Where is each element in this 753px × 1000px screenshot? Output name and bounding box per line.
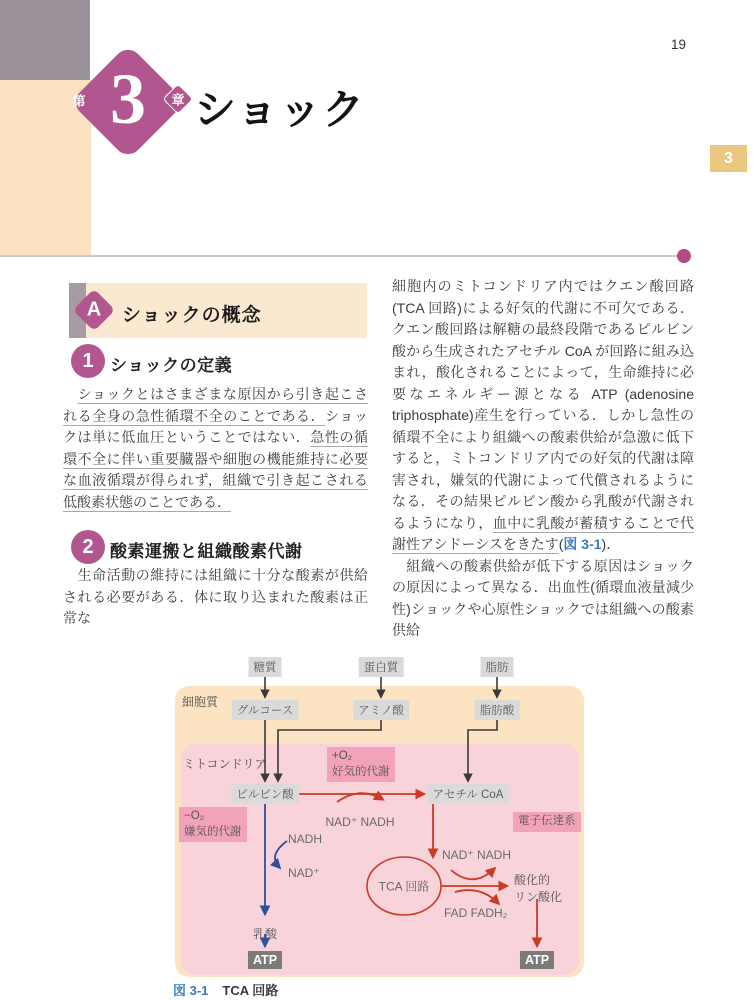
page-number: 19 [671,37,687,52]
fad-fadh2-label: FAD FADH₂ [444,906,508,920]
node-amino-acid: アミノ酸 [353,700,409,720]
subsection-1-body: ショックとはさまざまな原因から引き起こされる全身の急性循環不全のことである．ショックは単に低血圧ということではない．急性の循環不全に伴い重要臓器や細胞の機能維持に必要な血液循環が得られず，組織で引き起こされる低酸素状態のことである． [63,386,369,510]
anaerobic-metabolism-box [179,807,247,842]
arc-nadh-nad [275,841,287,867]
figure-3-1 [168,645,588,998]
mitochondria-label: ミトコンドリア [183,757,267,771]
node-fat: 脂肪 [481,657,514,677]
arrow-fatty-acetylcoa [468,720,497,780]
cytoplasm-label: 細胞質 [182,695,219,709]
node-pyruvate: ピルビン酸 [231,784,299,804]
nad-nadh-glycolysis-label: NAD⁺ NADH [325,815,395,829]
node-atp-left: ATP [248,951,282,969]
chapter-side-tab: 3 [710,145,747,172]
node-glucose: グルコース [232,700,299,720]
subsection-1-title: ショックの定義 [110,356,233,375]
chapter-number: 3 [110,59,146,139]
right-column-body: 細胞内のミトコンドリア内ではクエン酸回路(TCA 回路)による好気的代謝に不可欠である．クエン酸回路は解糖の最終段階であるピルビン酸から生成されたアセチル CoA が回路に組み込まれ，酸化されることによって，生命維持に必要なエネルギー源となる ATP (adenosine triphosphate)産生を行っている．しかし急性の循環不全により組織への酸素供給が急激に低下すると，ミトコンドリア内での好気的代謝は障害され，嫌気的代謝によって代償されるようになる．その結果ピルビン酸から乳酸が代謝されるようになり，血中に乳酸が蓄積することで代謝性アシドーシスをきたす(図 3-1)． 組織への酸素供給が低下する原因はショックの原因によって異なる．出血性(循環血液量減少性)ショックや心原性ショックでは組織への酸素供給 [392,278,695,638]
chapter-prefix: 第 [72,93,86,109]
chapter-title: ショック [194,88,366,134]
figure-caption-title: TCA 回路 [222,983,279,998]
header-divider-dot [677,249,691,263]
aerobic-metabolism-box [327,747,395,782]
tca-cycle-label: TCA 回路 [378,879,430,894]
node-atp-right: ATP [520,951,554,969]
nad-nadh-tca-label: NAD⁺ NADH [442,848,512,862]
oxidative-phosphorylation-label: 酸化的 リン酸化 [514,873,563,904]
subsection-2-title: 酸素運搬と組織酸素代謝 [110,542,303,561]
aerobic-label: 好気的代謝 [332,765,390,778]
arc-nad-nadh-tca [451,869,494,879]
nadh-label: NADH [288,832,323,846]
subsection-1-badge: 1 [71,344,105,378]
electron-transport-box: 電子伝達系 [513,812,581,832]
subsection-2-body: 生命活動の維持には組織に十分な酸素が供給される必要がある．体に取り込まれた酸素は正常な [63,567,368,626]
arc-fad-fadh2 [455,890,498,903]
node-sugar: 糖質 [249,657,282,677]
figure-caption-label: 図 3-1 [173,983,209,998]
anaerobic-o2: −O₂ [184,810,205,822]
header-divider-line [0,255,681,257]
corner-gray-block [0,0,90,80]
node-lactate: 乳酸 [252,927,278,941]
node-protein: 蛋白質 [359,657,404,677]
node-fatty-acid: 脂肪酸 [475,700,520,720]
aerobic-o2: +O₂ [332,750,353,762]
subsection-2-badge: 2 [71,530,105,564]
anaerobic-label: 嫌気的代謝 [184,825,242,838]
section-title: ショックの概念 [122,305,262,326]
node-acetyl-coa: アセチル CoA [428,784,509,804]
nad-plus-label: NAD⁺ [288,866,320,880]
chapter-suffix: 章 [171,92,185,108]
section-letter: A [86,298,102,321]
figure-caption [173,980,278,999]
